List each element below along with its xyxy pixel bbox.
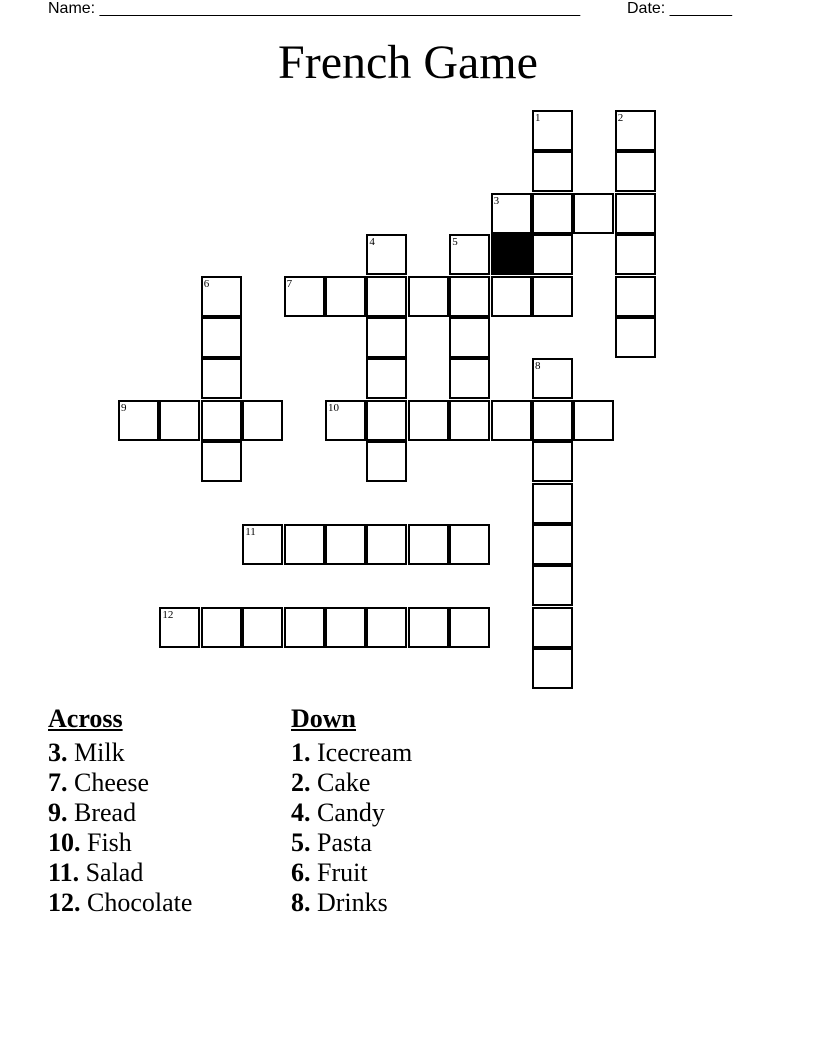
name-label[interactable]: Name: ______________________________________________________ bbox=[48, 0, 581, 17]
clue-down-1: 1. Icecream bbox=[291, 738, 413, 767]
clue-down-2: 2. Cake bbox=[291, 768, 371, 797]
clue-number: 10 bbox=[328, 401, 339, 414]
clue-number: 3 bbox=[493, 194, 500, 207]
crossword-cell[interactable] bbox=[201, 317, 242, 358]
crossword-cell[interactable] bbox=[491, 400, 532, 441]
crossword-cell[interactable] bbox=[532, 234, 573, 275]
crossword-cell[interactable] bbox=[449, 524, 490, 565]
crossword-cell[interactable] bbox=[408, 400, 449, 441]
crossword-cell[interactable] bbox=[449, 358, 490, 399]
crossword-cell[interactable] bbox=[201, 400, 242, 441]
crossword-cell[interactable] bbox=[573, 193, 614, 234]
crossword-cell[interactable] bbox=[366, 400, 407, 441]
clue-across-11: 11. Salad bbox=[48, 858, 144, 887]
clue-number: 7 bbox=[286, 277, 293, 290]
blocked-cell bbox=[491, 234, 532, 275]
crossword-cell[interactable] bbox=[284, 607, 325, 648]
clue-across-12: 12. Chocolate bbox=[48, 888, 193, 917]
crossword-cell[interactable] bbox=[532, 565, 573, 606]
across-clues bbox=[48, 702, 192, 918]
crossword-cell[interactable] bbox=[284, 276, 325, 317]
crossword-cell[interactable] bbox=[532, 607, 573, 648]
crossword-cell[interactable] bbox=[366, 441, 407, 482]
crossword-cell[interactable] bbox=[532, 648, 573, 689]
crossword-cell[interactable] bbox=[449, 317, 490, 358]
crossword-cell[interactable] bbox=[532, 483, 573, 524]
crossword-cell[interactable] bbox=[408, 607, 449, 648]
crossword-cell[interactable] bbox=[532, 151, 573, 192]
crossword-cell[interactable] bbox=[242, 400, 283, 441]
crossword-cell[interactable] bbox=[325, 524, 366, 565]
crossword-cell[interactable] bbox=[284, 524, 325, 565]
clue-across-10: 10. Fish bbox=[48, 828, 132, 857]
crossword-cell[interactable] bbox=[325, 607, 366, 648]
crossword-cell[interactable] bbox=[366, 234, 407, 275]
crossword-cell[interactable] bbox=[118, 400, 159, 441]
crossword-cell[interactable] bbox=[532, 400, 573, 441]
crossword-cell[interactable] bbox=[366, 607, 407, 648]
crossword-cell[interactable] bbox=[242, 607, 283, 648]
crossword-cell[interactable] bbox=[325, 276, 366, 317]
clue-number: 2 bbox=[617, 112, 624, 124]
crossword-cell[interactable] bbox=[201, 358, 242, 399]
clue-number: 11 bbox=[245, 526, 256, 538]
clue-down-6: 6. Fruit bbox=[291, 858, 368, 887]
crossword-cell[interactable] bbox=[201, 276, 242, 317]
crossword-cell[interactable] bbox=[366, 276, 407, 317]
clue-number: 9 bbox=[121, 401, 127, 414]
crossword-cell[interactable] bbox=[532, 358, 573, 399]
crossword-cell[interactable] bbox=[615, 317, 656, 358]
crossword-cell[interactable] bbox=[242, 524, 283, 565]
down-clues bbox=[291, 702, 412, 918]
down-heading: Down bbox=[291, 704, 357, 733]
date-label[interactable]: Date: _______ bbox=[627, 0, 732, 17]
clue-number: 8 bbox=[535, 360, 541, 373]
crossword-cell[interactable] bbox=[615, 193, 656, 234]
clue-across-7: 7. Cheese bbox=[48, 768, 150, 797]
crossword-cell[interactable] bbox=[532, 524, 573, 565]
crossword-cell[interactable] bbox=[615, 276, 656, 317]
clue-number: 5 bbox=[452, 236, 458, 249]
crossword-cell[interactable] bbox=[159, 607, 200, 648]
crossword-cell[interactable] bbox=[366, 358, 407, 399]
clue-down-5: 5. Pasta bbox=[291, 828, 372, 857]
crossword-cell[interactable] bbox=[408, 524, 449, 565]
clue-number: 1 bbox=[535, 112, 541, 124]
clue-number: 4 bbox=[369, 236, 375, 249]
crossword-cell[interactable] bbox=[449, 607, 490, 648]
clue-down-8: 8. Drinks bbox=[291, 888, 388, 917]
crossword-cell[interactable] bbox=[201, 607, 242, 648]
crossword-cell[interactable] bbox=[159, 400, 200, 441]
crossword-cell[interactable] bbox=[325, 400, 366, 441]
crossword-cell[interactable] bbox=[491, 276, 532, 317]
clue-down-4: 4. Candy bbox=[291, 798, 385, 827]
crossword-cell[interactable] bbox=[615, 110, 656, 151]
crossword-cell[interactable] bbox=[573, 400, 614, 441]
crossword-cell[interactable] bbox=[366, 524, 407, 565]
crossword-cell[interactable] bbox=[532, 276, 573, 317]
crossword-cell[interactable] bbox=[366, 317, 407, 358]
crossword-cell[interactable] bbox=[532, 193, 573, 234]
crossword-cell[interactable] bbox=[449, 276, 490, 317]
clue-number: 6 bbox=[203, 277, 210, 290]
crossword-cell[interactable] bbox=[532, 110, 573, 151]
crossword-cell[interactable] bbox=[615, 151, 656, 192]
crossword-cell[interactable] bbox=[532, 441, 573, 482]
crossword-cell[interactable] bbox=[408, 276, 449, 317]
clue-number: 12 bbox=[162, 608, 174, 621]
clue-across-9: 9. Bread bbox=[48, 798, 137, 827]
clue-across-3: 3. Milk bbox=[48, 738, 125, 767]
crossword-cell[interactable] bbox=[201, 441, 242, 482]
crossword-cell[interactable] bbox=[491, 193, 532, 234]
across-heading: Across bbox=[48, 704, 123, 733]
crossword-cell[interactable] bbox=[449, 234, 490, 275]
crossword-cell[interactable] bbox=[615, 234, 656, 275]
page-title: French Game bbox=[278, 36, 538, 89]
crossword-cell[interactable] bbox=[449, 400, 490, 441]
